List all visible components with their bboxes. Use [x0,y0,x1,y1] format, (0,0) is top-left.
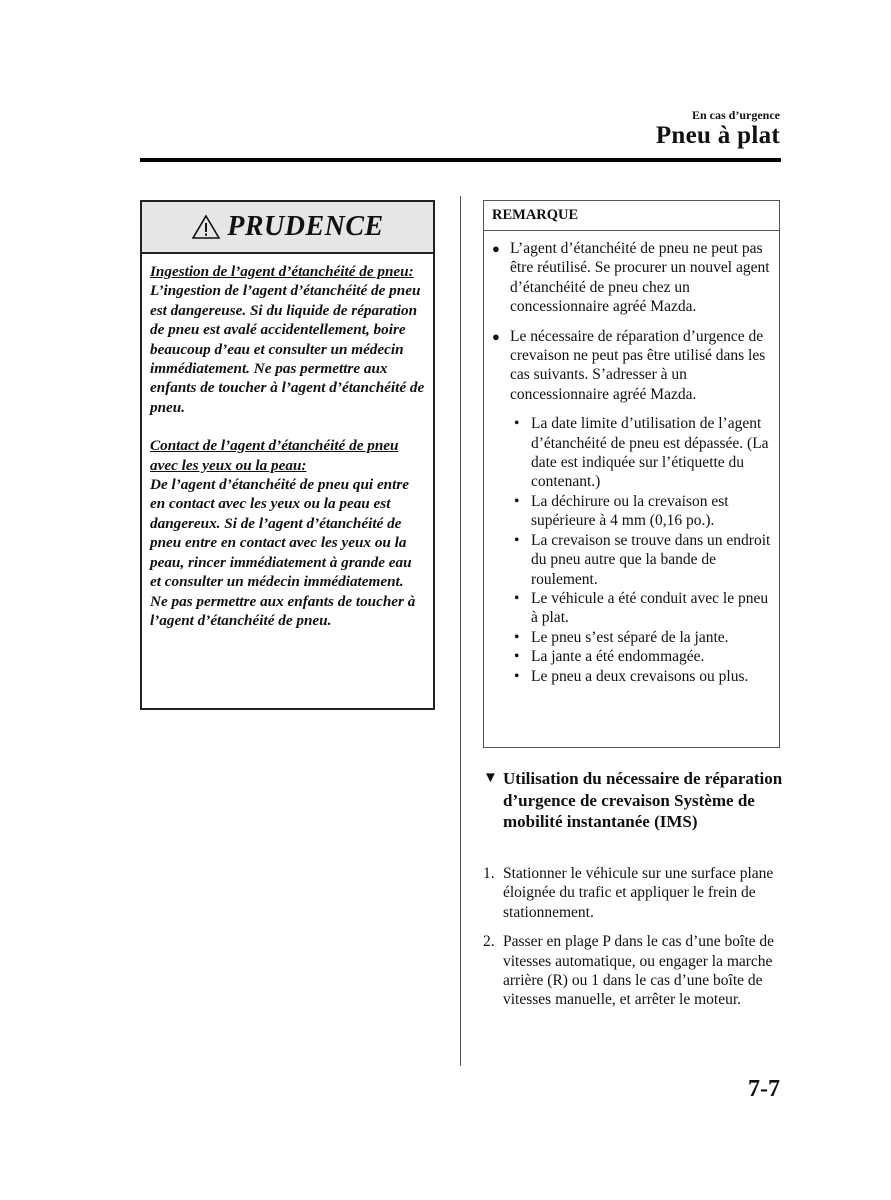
bullet-icon: • [514,648,520,666]
caution-body [142,254,433,630]
caution-block [150,436,425,630]
note-sub-text: La jante a été endommagée. [531,648,705,666]
bullet-icon: • [514,531,520,549]
note-sub-item [510,628,773,647]
step-number: 2. [483,933,495,951]
step-text: Passer en plage P dans le cas d’une boîte de vitesses automatique, ou engager la marche arrière (R) ou 1 dans le cas d’une boîte de vitesses manuelle, et arrêter le moteur. [503,933,775,1009]
page-number: 7-7 [748,1076,780,1102]
header-section: En cas d’urgence [692,108,780,122]
note-sub-item [510,531,773,589]
section-heading-text: Utilisation du nécessaire de réparation d’urgence de crevaison Système de mobilité instantanée (IMS) [503,769,783,831]
note-sub-text: Le véhicule a été conduit avec le pneu à plat. [531,589,769,627]
caution-header [142,202,433,254]
section-heading [483,768,783,833]
caution-title: PRUDENCE [227,211,384,242]
note-sub-text: La date limite d’utilisation de l’agent d’étanchéité de pneu est dépassée. (La date est indiquée sur l’étiquette du contenant.) [531,415,769,491]
note-sub-item [510,492,773,531]
note-sub-text: Le pneu a deux crevaisons ou plus. [531,667,749,685]
caution-heading: Ingestion de l’agent d’étanchéité de pneu: [150,263,414,280]
page-title: Pneu à plat [655,122,780,149]
note-sub-text: Le pneu s’est séparé de la jante. [531,628,729,646]
caution-heading: Contact de l’agent d’étanchéité de pneu avec les yeux ou la peau: [150,437,399,474]
note-sub-item [510,414,773,492]
note-bullet [492,327,773,405]
note-sub-item [510,589,773,628]
note-body [484,231,779,686]
note-sub-list [510,414,773,686]
step-number: 1. [483,865,495,882]
caution-text: L’ingestion de l’agent d’étanchéité de pneu est dangereuse. Si du liquide de réparation de pneu est avalé accidentellement, boire beaucoup d’eau et consulter un médecin immédiatement. Ne pas permettre aux enfants de toucher à l’agent d’étanchéité de pneu. [150,282,425,416]
step-item [483,864,783,922]
triangle-down-icon: ▼ [483,770,498,786]
caution-block [150,262,425,417]
note-sub-item [510,647,773,666]
bullet-icon: • [514,589,520,607]
bullet-icon: ● [492,328,500,344]
caution-text: De l’agent d’étanchéité de pneu qui entre en contact avec les yeux ou la peau est dangereux. Si de l’agent d’étanchéité de pneu entre en contact avec les yeux ou la peau, rincer immédiatement à grande eau et consulter un médecin immédiatement. Ne pas permettre aux enfants de toucher à l’agent d’étanchéité de pneu. [150,476,416,629]
caution-box [140,200,435,710]
note-bullet-text: Le nécessaire de réparation d’urgence de crevaison ne peut pas être utilisé dans les cas suivants. S’adresser à un concessionnaire agréé Mazda. [510,327,766,403]
note-bullet [492,239,773,317]
note-box [483,200,780,748]
bullet-icon: ● [492,241,500,256]
warning-triangle-icon [191,214,221,240]
note-sub-item [510,667,773,686]
bullet-icon: • [514,492,520,510]
bullet-icon: • [514,667,520,685]
header-rule [140,158,781,162]
bullet-icon: • [514,415,520,433]
column-divider [460,196,461,1066]
note-bullet-text: L’agent d’étanchéité de pneu ne peut pas être réutilisé. Se procurer un nouvel agent d’étanchéité de pneu chez un concessionnaire agréé Mazda. [510,240,770,316]
bullet-icon: • [514,628,520,646]
step-item [483,932,783,1010]
step-text: Stationner le véhicule sur une surface plane éloignée du trafic et appliquer le frein de stationnement. [503,865,774,921]
note-sub-text: La déchirure ou la crevaison est supérieure à 4 mm (0,16 po.). [531,492,729,530]
note-title: REMARQUE [484,201,779,231]
steps-list [483,864,783,1020]
note-sub-text: La crevaison se trouve dans un endroit du pneu autre que la bande de roulement. [531,531,771,588]
